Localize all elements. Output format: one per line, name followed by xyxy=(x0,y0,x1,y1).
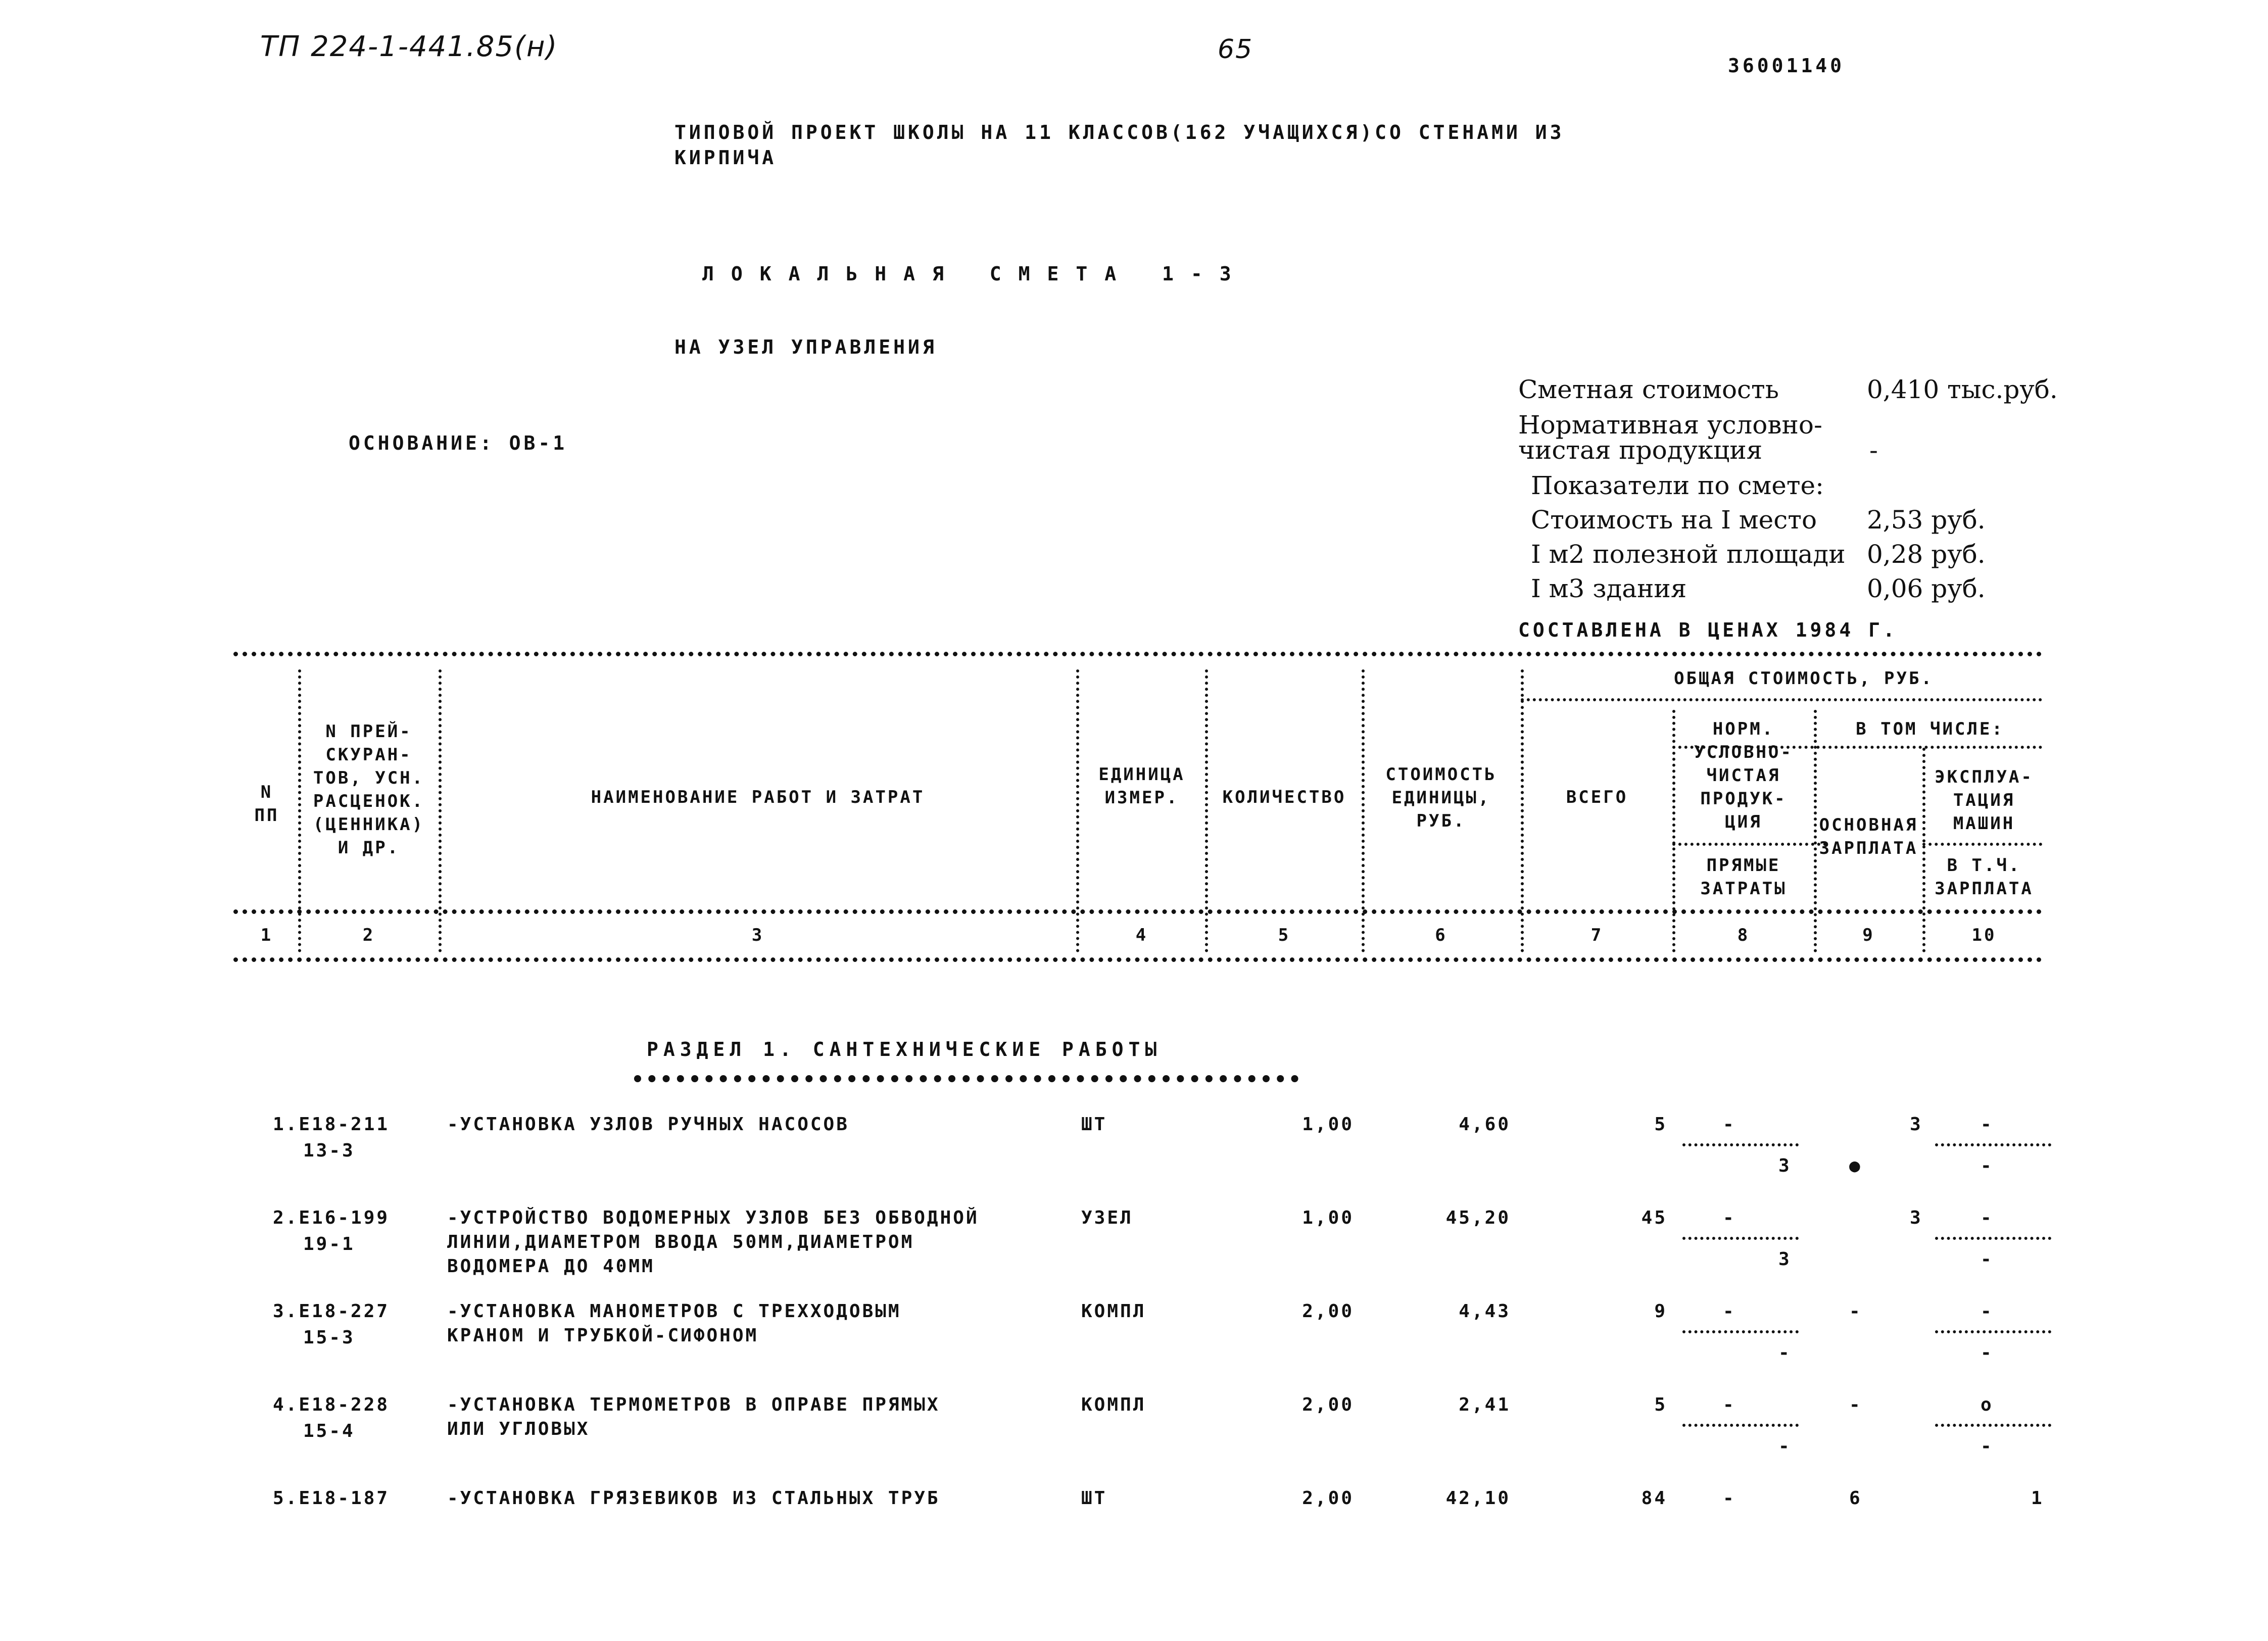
normative-label-1: Нормативная условно- xyxy=(1518,410,1822,440)
col-sep-4 xyxy=(1205,669,1208,952)
row-col10-top: 3 xyxy=(1910,1114,1923,1135)
section-underline xyxy=(634,1075,1298,1082)
row-name-line: -УСТАНОВКА ТЕРМОМЕТРОВ В ОПРАВЕ ПРЯМЫХ xyxy=(447,1394,940,1415)
row-name-line: -УСТАНОВКА УЗЛОВ РУЧНЫХ НАСОСОВ xyxy=(447,1114,849,1135)
row-col10-top: 3 xyxy=(1910,1208,1923,1228)
col-number-5: 5 xyxy=(1278,925,1291,945)
row-code: 5.Е18-187 xyxy=(273,1488,390,1509)
row-col10-rule xyxy=(1935,1143,2051,1146)
row-quantity: 2,00 xyxy=(1302,1301,1354,1322)
cost-label: Сметная стоимость xyxy=(1518,375,1779,404)
col-number-6: 6 xyxy=(1435,925,1447,945)
col6-header: СТОИМОСТЬ ЕДИНИЦЫ, РУБ. xyxy=(1385,764,1497,831)
row-col9: - xyxy=(1849,1394,1862,1415)
col-sep-9 xyxy=(1922,748,1925,952)
archive-number: 36001140 xyxy=(1728,55,1845,77)
row-col8-bottom: 3 xyxy=(1778,1155,1792,1176)
normative-label-2: чистая продукция xyxy=(1518,436,1763,465)
document-code: ТП 224-1-441.85(н) xyxy=(260,30,558,63)
section-title: РАЗДЕЛ 1. САНТЕХНИЧЕСКИЕ РАБОТЫ xyxy=(647,1038,1162,1060)
col4-header: ЕДИНИЦА ИЗМЕР. xyxy=(1098,764,1185,808)
prices-year: СОСТАВЛЕНА В ЦЕНАХ 1984 Г. xyxy=(1518,619,1898,641)
col-number-10: 10 xyxy=(1971,925,1997,945)
row-col10-rule xyxy=(1935,1330,2051,1333)
row-name-line: КРАНОМ И ТРУБКОЙ-СИФОНОМ xyxy=(447,1325,759,1346)
col-number-1: 1 xyxy=(260,925,273,945)
page-number: 65 xyxy=(1218,34,1253,65)
row-col9: ● xyxy=(1849,1155,1862,1176)
row-code: 1.Е18-211 xyxy=(273,1114,390,1135)
estimate-title: ЛОКАЛЬНАЯ СМЕТА 1-3 xyxy=(702,263,1248,285)
row-col8-bottom: 3 xyxy=(1778,1249,1792,1270)
per-m2-label: I м2 полезной площади xyxy=(1531,540,1846,569)
row-quantity: 2,00 xyxy=(1302,1488,1354,1509)
estimate-subject: НА УЗЕЛ УПРАВЛЕНИЯ xyxy=(674,336,937,358)
col-number-2: 2 xyxy=(362,925,375,945)
col-number-7: 7 xyxy=(1590,925,1604,945)
group-subrule xyxy=(1521,698,2042,701)
col-sep-6 xyxy=(1521,669,1524,952)
col-number-9: 9 xyxy=(1862,925,1875,945)
row-unit: УЗЕЛ xyxy=(1081,1208,1133,1228)
row-col8-rule xyxy=(1682,1143,1799,1146)
row-code: 3.Е18-227 xyxy=(273,1301,390,1322)
col1-header: N ПП xyxy=(254,782,279,826)
row-quantity: 1,00 xyxy=(1302,1114,1354,1135)
table-header-bottom-rule xyxy=(233,909,2042,914)
row-name-line: ВОДОМЕРА ДО 40ММ xyxy=(447,1256,655,1277)
row-quantity: 1,00 xyxy=(1302,1208,1354,1228)
row-col8-bottom: - xyxy=(1778,1342,1792,1363)
row-name-line: ЛИНИИ,ДИАМЕТРОМ ВВОДА 50ММ,ДИАМЕТРОМ xyxy=(447,1232,914,1252)
row-name-line: -УСТАНОВКА ГРЯЗЕВИКОВ ИЗ СТАЛЬНЫХ ТРУБ xyxy=(447,1488,940,1509)
col-sep-1 xyxy=(298,669,301,952)
indicators-label: Показатели по смете: xyxy=(1531,471,1824,500)
per-place-label: Стоимость на I место xyxy=(1531,505,1817,535)
estimate-basis: ОСНОВАНИЕ: ОВ-1 xyxy=(349,432,568,454)
row-code-sub: 13-3 xyxy=(303,1140,355,1161)
row-col8-rule xyxy=(1682,1424,1799,1427)
col7-header: ВСЕГО xyxy=(1566,787,1628,807)
row-total: 5 xyxy=(1654,1394,1667,1415)
row-name-line: -УСТРОЙСТВО ВОДОМЕРНЫХ УЗЛОВ БЕЗ ОБВОДНОЙ xyxy=(447,1208,979,1228)
row-col8-rule xyxy=(1682,1237,1799,1240)
in-that-number-header: В ТОМ ЧИСЛЕ: xyxy=(1856,719,2004,739)
group-total-header: ОБЩАЯ СТОИМОСТЬ, РУБ. xyxy=(1674,668,1934,689)
row-code-sub: 15-3 xyxy=(303,1327,355,1348)
per-m3-label: I м3 здания xyxy=(1531,574,1687,603)
row-unit-price: 4,60 xyxy=(1459,1114,1511,1135)
project-title-line2: КИРПИЧА xyxy=(674,147,777,169)
row-col10-rule xyxy=(1935,1237,2051,1240)
row-total: 84 xyxy=(1641,1488,1667,1509)
row-unit-price: 2,41 xyxy=(1459,1394,1511,1415)
row-total: 9 xyxy=(1654,1301,1667,1322)
col3-header: НАИМЕНОВАНИЕ РАБОТ И ЗАТРАТ xyxy=(591,787,925,807)
col10-header-bottom: В Т.Ч. ЗАРПЛАТА xyxy=(1935,855,2034,899)
row-col10-mid: о xyxy=(1981,1394,1994,1415)
row-col10-bottom: - xyxy=(1981,1155,1994,1176)
row-col8-rule xyxy=(1682,1330,1799,1333)
col8-split-rule xyxy=(1672,843,1826,846)
cost-value: 0,410 тыс.руб. xyxy=(1867,375,2058,404)
per-m3-value: 0,06 руб. xyxy=(1867,574,1986,603)
table-top-rule xyxy=(233,652,2042,656)
project-title-line1: ТИПОВОЙ ПРОЕКТ ШКОЛЫ НА 11 КЛАССОВ(162 УЧАЩИХСЯ)СО СТЕНАМИ ИЗ xyxy=(674,121,1565,143)
col10-split-rule xyxy=(1922,843,2042,846)
col-sep-3 xyxy=(1076,669,1079,952)
row-unit: ШТ xyxy=(1081,1114,1107,1135)
row-quantity: 2,00 xyxy=(1302,1394,1354,1415)
row-col9: 6 xyxy=(1849,1488,1862,1509)
row-code-sub: 19-1 xyxy=(303,1234,355,1254)
row-col8-top: - xyxy=(1723,1114,1736,1135)
per-place-value: 2,53 руб. xyxy=(1867,505,1986,535)
col-number-3: 3 xyxy=(751,925,764,945)
row-col10-rule xyxy=(1935,1424,2051,1427)
col5-header: КОЛИЧЕСТВО xyxy=(1222,787,1346,807)
normative-value: - xyxy=(1869,436,1878,465)
row-col8-bottom: - xyxy=(1778,1436,1792,1457)
row-col8-top: - xyxy=(1723,1488,1736,1509)
row-col8-top: - xyxy=(1723,1394,1736,1415)
col10-header-top: ЭКСПЛУА- ТАЦИЯ МАШИН xyxy=(1935,767,2034,834)
row-col10-bottom: - xyxy=(1981,1436,1994,1457)
row-total: 45 xyxy=(1641,1208,1667,1228)
col9-header: ОСНОВНАЯ ЗАРПЛАТА xyxy=(1819,815,1918,858)
row-col10-mid: - xyxy=(1981,1114,1994,1135)
row-col8-top: - xyxy=(1723,1301,1736,1322)
row-code-sub: 15-4 xyxy=(303,1421,355,1441)
row-col9: - xyxy=(1849,1301,1862,1322)
row-unit-price: 45,20 xyxy=(1445,1208,1511,1228)
row-col8-top: - xyxy=(1723,1208,1736,1228)
row-name-line: ИЛИ УГЛОВЫХ xyxy=(447,1419,590,1439)
row-unit: КОМПЛ xyxy=(1081,1301,1146,1322)
row-name-line: -УСТАНОВКА МАНОМЕТРОВ С ТРЕХХОДОВЫМ xyxy=(447,1301,901,1322)
row-col10-bottom: - xyxy=(1981,1342,1994,1363)
row-unit: ШТ xyxy=(1081,1488,1107,1509)
col-sep-2 xyxy=(439,669,442,952)
row-col10-bottom: - xyxy=(1981,1249,1994,1270)
row-col10-mid: - xyxy=(1981,1208,1994,1228)
row-unit: КОМПЛ xyxy=(1081,1394,1146,1415)
row-code: 4.Е18-228 xyxy=(273,1394,390,1415)
row-unit-price: 4,43 xyxy=(1459,1301,1511,1322)
per-m2-value: 0,28 руб. xyxy=(1867,540,1986,569)
row-col10-mid: - xyxy=(1981,1301,1994,1322)
col8-header-top: НОРМ. УСЛОВНО- ЧИСТАЯ ПРОДУК- ЦИЯ xyxy=(1694,719,1793,832)
table-numbers-bottom-rule xyxy=(233,957,2042,962)
col-number-8: 8 xyxy=(1737,925,1750,945)
row-unit-price: 42,10 xyxy=(1445,1488,1511,1509)
col-number-4: 4 xyxy=(1135,925,1148,945)
row-code: 2.Е16-199 xyxy=(273,1208,390,1228)
col8-header-bottom: ПРЯМЫЕ ЗАТРАТЫ xyxy=(1700,855,1787,899)
row-total: 5 xyxy=(1654,1114,1667,1135)
col2-header: N ПРЕЙ- СКУРАН- ТОВ, УСН. РАСЦЕНОК. (ЦЕННИКА) И ДР. xyxy=(313,721,425,858)
row-col10-mid: 1 xyxy=(2031,1488,2044,1509)
